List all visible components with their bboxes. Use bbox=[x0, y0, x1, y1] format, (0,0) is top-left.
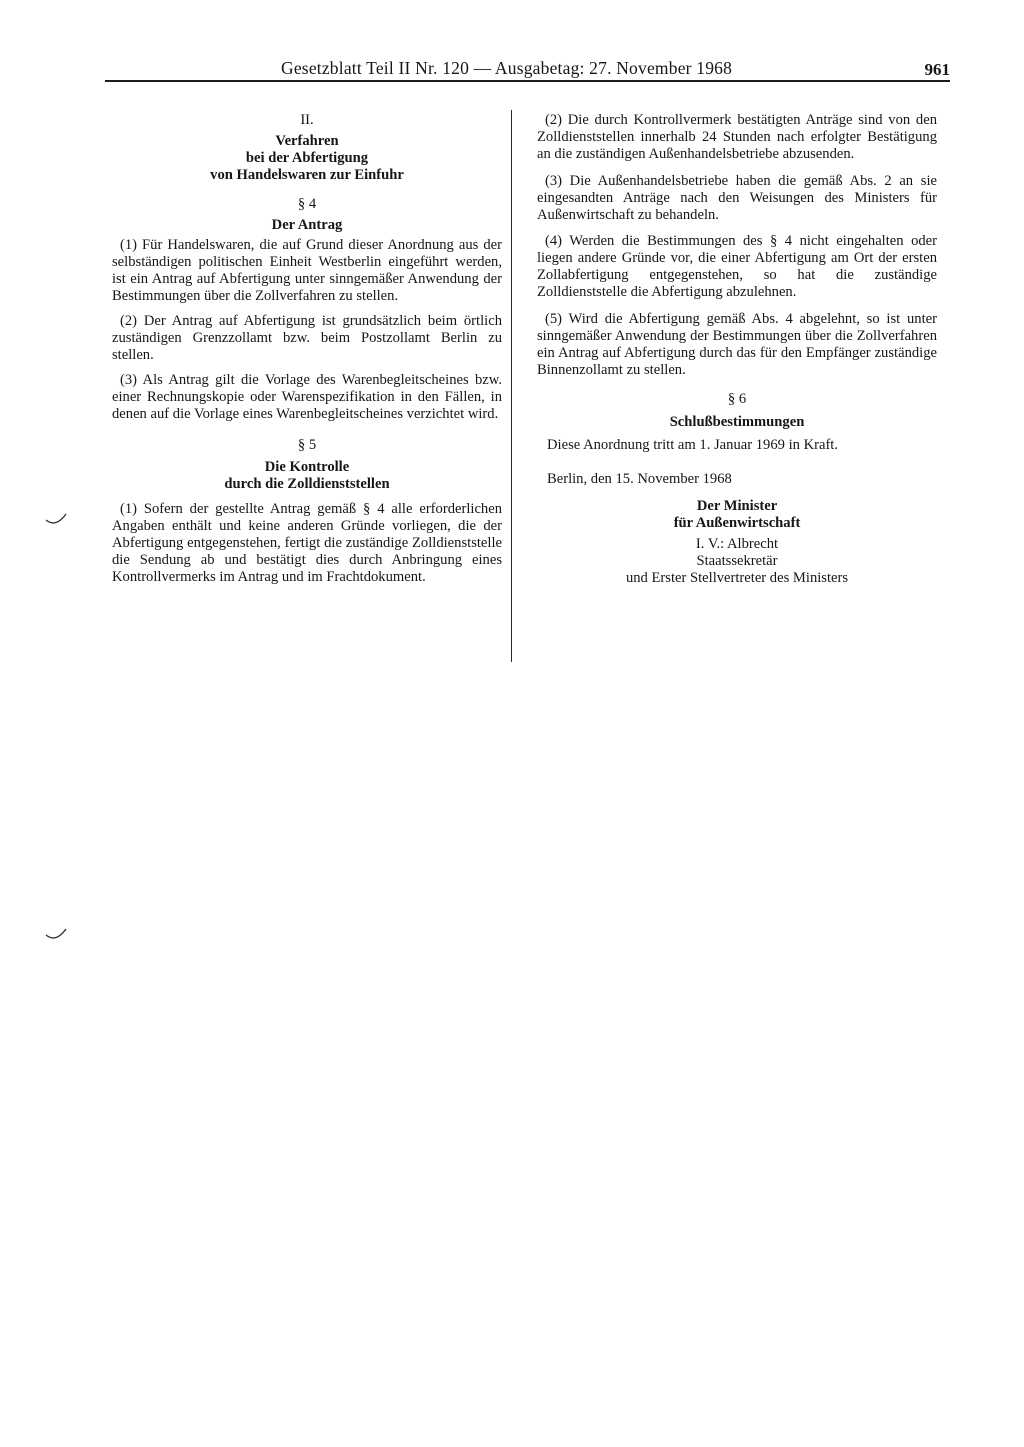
section-4-number: § 4 bbox=[297, 195, 317, 212]
section-6-paragraph-1: Diese Anordnung tritt am 1. Januar 1969 in Kraft. bbox=[547, 436, 839, 453]
gazette-title: Gesetzblatt Teil II Nr. 120 — Ausgabetag: 27. November 1968 bbox=[281, 58, 733, 78]
page-number: 961 bbox=[924, 60, 950, 79]
signature-ministry: für Außenwirtschaft bbox=[673, 515, 801, 532]
section-4-paragraph-1: (1) Für Handelswaren, die auf Grund dieser Anordnung aus der selbständigen politischen Einheit Westberlin eingeführt werden, ist ein Antrag auf Abfertigung unter sinngemäßer Anwendung der Bestimmungen über die Zollverfahren zu stellen. bbox=[112, 237, 502, 305]
section-5-number: § 5 bbox=[297, 436, 317, 453]
punch-hole-mark-upper bbox=[44, 500, 70, 530]
page-header bbox=[105, 54, 950, 84]
signature-signatory: I. V.: Albrecht bbox=[695, 536, 779, 553]
signature-title: Der Minister bbox=[696, 498, 778, 515]
section-4-paragraph-3: (3) Als Antrag gilt die Vorlage des Warenbegleitscheines bzw. einer Rechnungskopie oder Warenspezifikation in den Fällen, in denen auf die Vorlage eines Warenbegleitscheines verzichtet wird. bbox=[112, 371, 502, 422]
section-6-title: Schlußbestimmungen bbox=[669, 413, 805, 430]
section-5-title-line-1: Die Kontrolle bbox=[264, 459, 350, 476]
signature-role: Staatssekretär bbox=[696, 553, 778, 570]
section-6-number: § 6 bbox=[727, 390, 747, 407]
section-4-title: Der Antrag bbox=[271, 216, 343, 233]
part-title-line-3: von Handelswaren zur Einfuhr bbox=[210, 166, 404, 183]
punch-hole-mark-lower bbox=[44, 915, 70, 945]
signature-deputy: und Erster Stellvertreter des Ministers bbox=[625, 569, 849, 586]
column-divider bbox=[511, 110, 512, 662]
section-5-paragraph-3: (3) Die Außenhandelsbetriebe haben die gemäß Abs. 2 an sie eingesandten Anträge nach den Weisungen des Ministers für Außenwirtschaft zu behandeln. bbox=[537, 172, 937, 223]
part-title-line-2: bei der Abfertigung bbox=[245, 149, 369, 166]
part-title-line-1: Verfahren bbox=[275, 132, 339, 149]
section-5-paragraph-4: (4) Werden die Bestimmungen des § 4 nicht eingehalten oder liegen andere Gründe vor, die einer Abfertigung am Ort der ersten Zollabfertigung entgegenstehen, so hat die zuständige Zolldienststelle die Abfertigung abzulehnen. bbox=[537, 233, 937, 301]
left-column bbox=[112, 112, 502, 586]
right-column bbox=[537, 112, 937, 587]
section-5-title-line-2: durch die Zolldienststellen bbox=[224, 476, 390, 493]
part-label: II. bbox=[300, 112, 314, 128]
section-5-paragraph-2: (2) Die durch Kontrollvermerk bestätigten Anträge sind von den Zolldienststellen innerhalb 24 Stunden nach erfolgter Bestätigung an die zuständigen Außenhandelsbetriebe abzusenden. bbox=[537, 112, 937, 162]
section-5-paragraph-1: (1) Sofern der gestellte Antrag gemäß § 4 alle erforderlichen Angaben enthält und keine anderen Gründe vorliegen, die der Abfertigung entgegenstehen, fertigt die zuständige Zolldienststelle die Sendung ab und bestätigt dies durch Anbringung eines Kontrollvermerks im Antrag und im Frachtdokument. bbox=[112, 501, 502, 585]
section-4-paragraph-2: (2) Der Antrag auf Abfertigung ist grundsätzlich beim örtlich zuständigen Grenzzollamt bzw. beim Postzollamt Berlin zu stellen. bbox=[112, 313, 502, 363]
section-5-paragraph-5: (5) Wird die Abfertigung gemäß Abs. 4 abgelehnt, so ist unter sinngemäßer Anwendung der Bestimmungen über die Zollverfahren ein Antrag auf Abfertigung durch das für den Empfänger zuständige Binnenzollamt zu stellen. bbox=[537, 311, 937, 378]
header-rule bbox=[105, 80, 950, 82]
place-date: Berlin, den 15. November 1968 bbox=[547, 471, 732, 488]
